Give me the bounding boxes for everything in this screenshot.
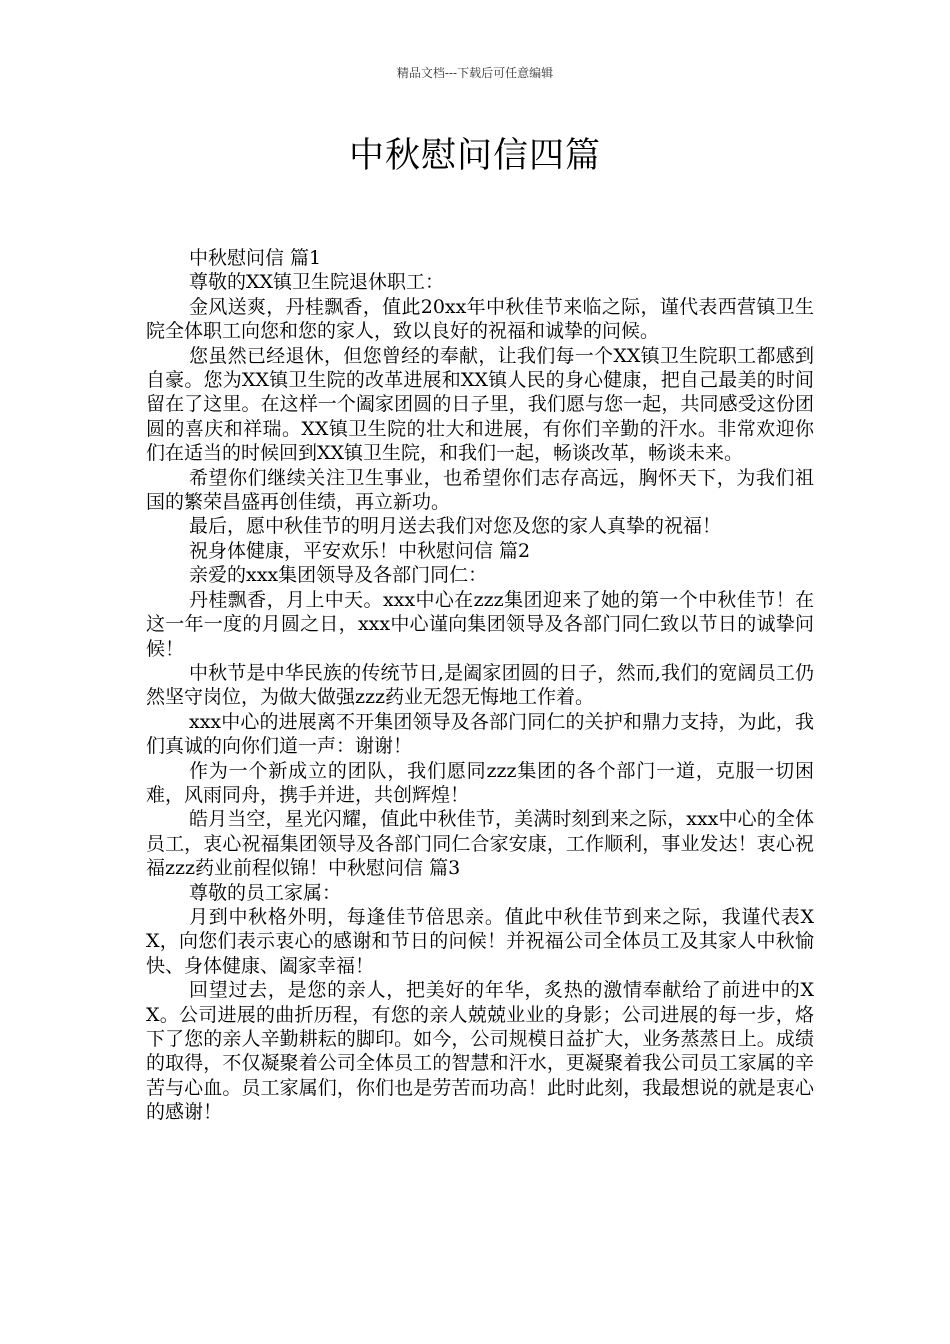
header-note: 精品文档---下载后可任意编辑 — [396, 66, 554, 80]
paragraph: 您虽然已经退休，但您曾经的奉献，让我们每一个XX镇卫生院职工都感到自豪。您为XX镇卫生院的改革进展和XX镇人民的身心健康，把自己最美的时间留在了这里。在这样一个阖家团圆的日子里，我们愿与您一起，共同感受这份团圆的喜庆和祥瑞。XX镇卫生院的壮大和进展，有你们辛勤的汗水。非常欢迎你们在适当的时候回到XX镇卫生院，和我们一起，畅谈改革，畅谈未来。 — [146, 344, 814, 465]
paragraph: 祝身体健康，平安欢乐！中秋慰问信 篇2 — [189, 539, 531, 562]
paragraph: 回望过去，是您的亲人，把美好的年华，炙热的激情奉献给了前进中的XX。公司进展的曲折历程，有您的亲人兢兢业业的身影；公司进展的每一步，烙下了您的亲人辛勤耕耘的脚印。如今，公司规模日益扩大，业务蒸蒸日上。成绩的取得，不仅凝聚着公司全体员工的智慧和汗水，更凝聚着我公司员工家属的辛苦与心血。员工家属们，你们也是劳苦而功高！此时此刻，我最想说的就是衷心的感谢！ — [146, 979, 814, 1124]
paragraph: 尊敬的XX镇卫生院退休职工： — [189, 271, 445, 294]
document-title: 中秋慰问信四篇 — [348, 136, 601, 176]
paragraph: 金风送爽，丹桂飘香，值此20xx年中秋佳节来临之际，谨代表西营镇卫生院全体职工向您和您的家人，致以良好的祝福和诚挚的问候。 — [146, 295, 814, 343]
paragraph: 皓月当空，星光闪耀，值此中秋佳节，美满时刻到来之际，xxx中心的全体员工，衷心祝福集团领导及各部门同仁合家安康，工作顺利，事业发达！衷心祝福zzz药业前程似锦！中秋慰问信 篇3 — [146, 808, 814, 880]
paragraph: 月到中秋格外明，每逢佳节倍思亲。值此中秋佳节到来之际，我谨代表XX，向您们表示衷心的感谢和节日的问候！并祝福公司全体员工及其家人中秋愉快、身体健康、阖家幸福！ — [146, 905, 814, 977]
paragraph: 尊敬的员工家属： — [189, 881, 342, 904]
paragraph: xxx中心的进展离不开集团领导及各部门同仁的关护和鼎力支持，为此，我们真诚的向你们道一声：谢谢！ — [146, 710, 814, 758]
paragraph: 亲爱的xxx集团领导及各部门同仁： — [189, 564, 488, 587]
paragraph: 丹桂飘香，月上中天。xxx中心在zzz集团迎来了她的第一个中秋佳节！在这一年一度的月圆之日，xxx中心谨向集团领导及各部门同仁致以节日的诚挚问候！ — [146, 588, 814, 660]
paragraph: 希望你们继续关注卫生事业，也希望你们志存高远，胸怀天下，为我们祖国的繁荣昌盛再创佳绩，再立新功。 — [146, 466, 814, 514]
paragraph: 作为一个新成立的团队，我们愿同zzz集团的各个部门一道，克服一切困难，风雨同舟，携手并进，共创辉煌！ — [146, 759, 814, 806]
document-body — [146, 246, 814, 1125]
paragraph: 中秋节是中华民族的传统节日,是阖家团圆的日子，然而,我们的宽阔员工仍然坚守岗位，为做大做强zzz药业无怨无悔地工作着。 — [146, 661, 814, 709]
paragraph: 中秋慰问信 篇1 — [189, 247, 322, 269]
paragraph: 最后，愿中秋佳节的明月送去我们对您及您的家人真挚的祝福！ — [189, 515, 722, 538]
